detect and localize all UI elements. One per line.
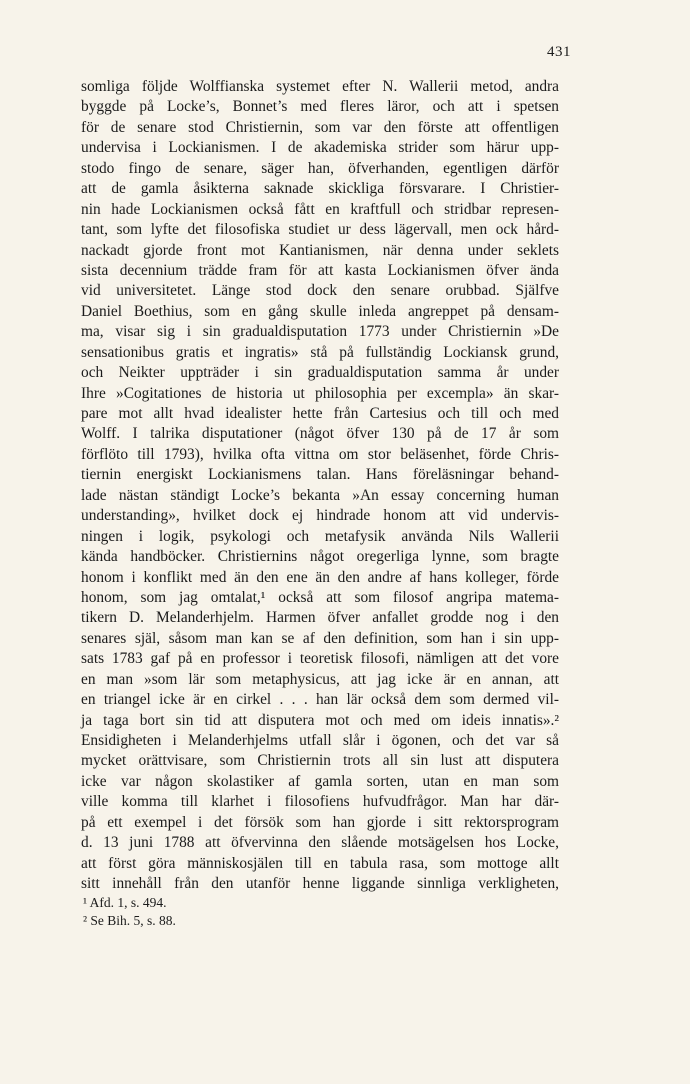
text-line: Wolff. I talrika disputationer (något öfver 130 på de 17 år som xyxy=(81,425,559,443)
text-line: undervisa i Lockianismen. I de akademiska strider som härur upp- xyxy=(81,139,559,157)
text-line: tiernin energiskt Lockianismens talan. Hans föreläsningar behand- xyxy=(81,466,559,484)
text-line: understanding», hvilket dock ej hindrade honom att vid undervis- xyxy=(81,507,559,525)
text-line: nackadt gjorde front mot Kantianismen, när denna under seklets xyxy=(81,241,559,259)
text-line: en triangel icke är en cirkel . . . han lär också dem som dermed vil- xyxy=(81,691,559,709)
text-line: tant, som lyfte det filosofiska studiet ur dess lägervall, men ock hård- xyxy=(81,221,559,239)
text-line: sats 1783 gaf på en professor i teoretisk filosofi, nämligen att det vore xyxy=(81,650,559,668)
text-line: och Neikter uppträder i sin gradualdisputation samma år under xyxy=(81,364,559,382)
text-line: att först göra människosjälen till en tabula rasa, som mottoge allt xyxy=(81,854,559,872)
text-line: ja taga bort sin tid att disputera mot och med om ideis innatis».² xyxy=(81,711,559,729)
text-line: Daniel Boethius, som en gång skulle inleda angreppet på densam- xyxy=(81,302,559,320)
text-line: mycket orättvisare, som Christiernin trots all sin lust att disputera xyxy=(81,752,559,770)
body-text xyxy=(81,77,559,895)
text-line: senares själ, såsom man kan se af den definition, som han i sin upp- xyxy=(81,629,559,647)
text-line: ma, visar sig i sin gradualdisputation 1773 under Christiernin »De xyxy=(81,323,559,341)
text-line: för de senare stod Christiernin, som var den förste att offentligen xyxy=(81,118,559,136)
text-line: sitt innehåll från den utanför henne liggande sinnliga verkligheten, xyxy=(81,875,559,893)
text-line: d. 13 juni 1788 att öfvervinna den slående motsägelsen hos Locke, xyxy=(81,834,559,852)
text-line: somliga följde Wolffianska systemet efter N. Wallerii metod, andra xyxy=(81,78,559,95)
text-line: en man »som lär som metaphysicus, att jag icke är en annan, att xyxy=(81,670,559,688)
text-line: ville komma till klarhet i filosofiens hufvudfrågor. Man har där- xyxy=(81,793,559,811)
text-line: tikern D. Melanderhjelm. Harmen öfver anfallet grodde nog i den xyxy=(81,609,559,627)
text-line: Ensidigheten i Melanderhjelms utfall slår i ögonen, och det var så xyxy=(81,732,559,749)
footnotes xyxy=(81,894,559,930)
text-line: Ihre »Cogitationes de historia ut philosophia per excempla» än skar- xyxy=(81,384,559,402)
text-line: byggde på Locke’s, Bonnet’s med fleres läror, och att i spetsen xyxy=(81,98,559,116)
text-line: pare mot allt hvad idealister hette från Cartesius och till och med xyxy=(81,405,559,422)
footnote: ² Se Bih. 5, s. 88. xyxy=(83,913,176,928)
text-line: honom, som jag omtalat,¹ också att som filosof angripa matema- xyxy=(81,588,559,606)
text-line: vid universitetet. Länge stod dock den senare orubbad. Själfve xyxy=(81,282,559,300)
page-number: 431 xyxy=(547,44,571,60)
text-line: på ett exempel i det försök som han gjorde i sitt rektorsprogram xyxy=(81,813,559,831)
text-line: stodo fingo de senare, säger han, öfverhanden, egentligen därför xyxy=(81,159,559,177)
text-line: sista decennium trädde fram för att kasta Lockianismen öfver ända xyxy=(81,261,559,279)
text-line: förflöto till 1793), hvilka ofta vittna om stor beläsenhet, förde Chris- xyxy=(81,445,559,463)
text-line: honom i konflikt med än den ene än den andre af hans kolleger, förde xyxy=(81,568,559,586)
footnote: ¹ Afd. 1, s. 494. xyxy=(83,895,167,910)
text-line: ningen i logik, psykologi och metafysik använda Nils Wallerii xyxy=(81,527,559,545)
text-line: kända handböcker. Christiernins något oregerliga lynne, som bragte xyxy=(81,548,559,566)
text-line: att de gamla åsikterna saknade skickliga försvarare. I Christier- xyxy=(81,180,559,198)
text-line: sensationibus gratis et ingratis» stå på fullständig Lockiansk grund, xyxy=(81,343,559,361)
text-line: nin hade Lockianismen också fått en kraftfull och stridbar represen- xyxy=(81,200,559,218)
text-line: icke var någon skolastiker af gamla sorten, utan en man som xyxy=(81,772,559,790)
text-line: lade nästan ständigt Locke’s bekanta »An essay concerning human xyxy=(81,486,559,504)
